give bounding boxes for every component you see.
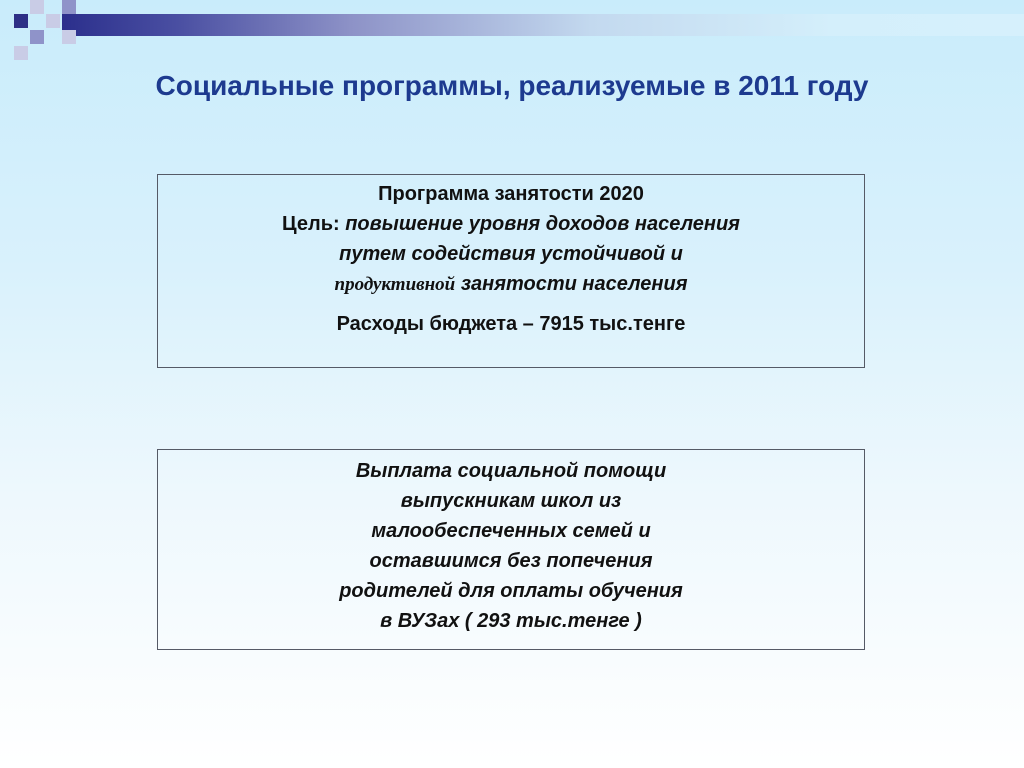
goal-label: Цель: [282,213,346,235]
decor-square [46,14,60,28]
decor-square [30,30,44,44]
aid-line: малообеспеченных семей и [371,520,651,542]
program-budget: Расходы бюджета – 7915 тыс.тенге [336,313,686,335]
decor-square [30,0,44,14]
header-gradient-bar [62,14,1024,36]
decor-square [62,30,76,44]
social-aid-box [157,449,865,650]
aid-line: родителей для оплаты обучения [339,580,683,602]
aid-line: Выплата социальной помощи [355,460,667,482]
goal-text-1: повышение уровня доходов населения [345,213,740,235]
aid-line: оставшимся без попечения [369,550,653,572]
decor-square [62,0,76,14]
aid-line: выпускникам школ из [400,490,622,512]
program-heading: Программа занятости 2020 [378,183,644,205]
decor-square [14,14,28,28]
goal-text-serif: продуктивной [334,274,456,295]
slide-title: Социальные программы, реализуемые в 2011 году [155,70,869,101]
aid-line: в ВУЗах ( 293 тыс.тенге ) [380,610,642,632]
program-goal-line-3 [158,269,864,300]
decor-square [14,46,28,60]
goal-text-3: занятости населения [455,273,688,295]
program-goal-line-1 [158,209,864,239]
employment-program-box [157,174,865,368]
program-goal-line-2: путем содействия устойчивой и [339,243,683,265]
header-decoration [0,0,1024,62]
